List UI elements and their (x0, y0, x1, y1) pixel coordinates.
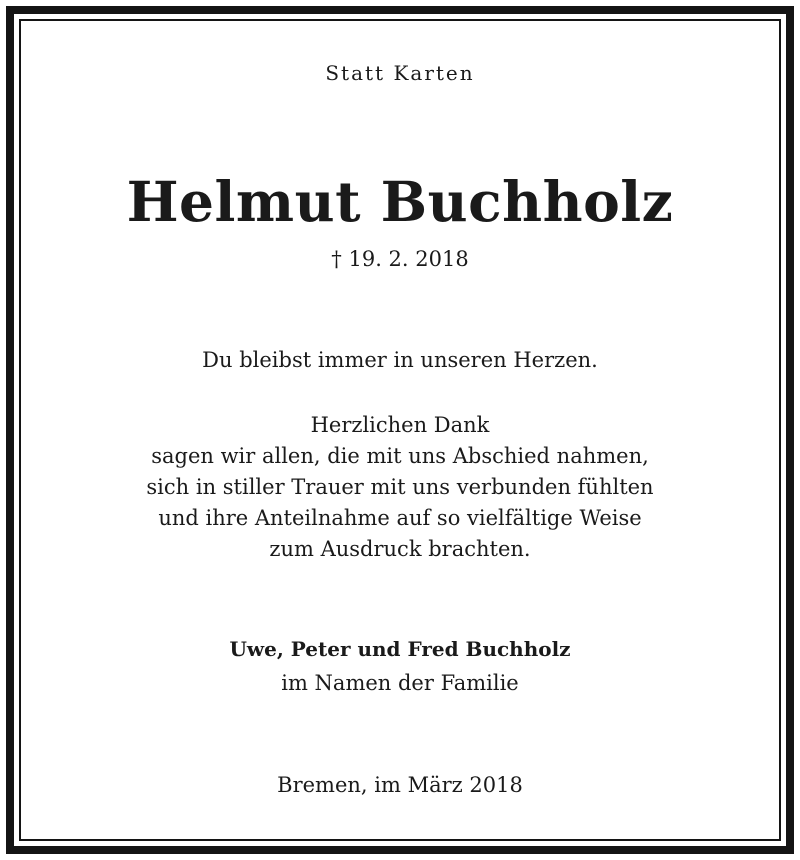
notice-header: Statt Karten (325, 61, 475, 85)
signers-names: Uwe, Peter und Fred Buchholz (229, 637, 571, 661)
place-and-date: Bremen, im März 2018 (277, 773, 523, 797)
deceased-name: Helmut Buchholz (126, 169, 674, 234)
thanks-line: sagen wir allen, die mit uns Abschied nahmen, (151, 444, 649, 468)
thanks-line: zum Ausdruck brachten. (269, 537, 531, 561)
thanks-line: sich in stiller Trauer mit uns verbunden fühlten (146, 475, 654, 499)
thanks-line: Herzlichen Dank (310, 413, 490, 437)
on-behalf-of-family: im Namen der Familie (281, 671, 519, 695)
thanks-line: und ihre Anteilnahme auf so vielfältige Weise (158, 506, 642, 530)
death-date: † 19. 2. 2018 (331, 247, 469, 271)
memorial-quote: Du bleibst immer in unseren Herzen. (202, 348, 598, 372)
thanks-paragraph (0, 410, 800, 565)
